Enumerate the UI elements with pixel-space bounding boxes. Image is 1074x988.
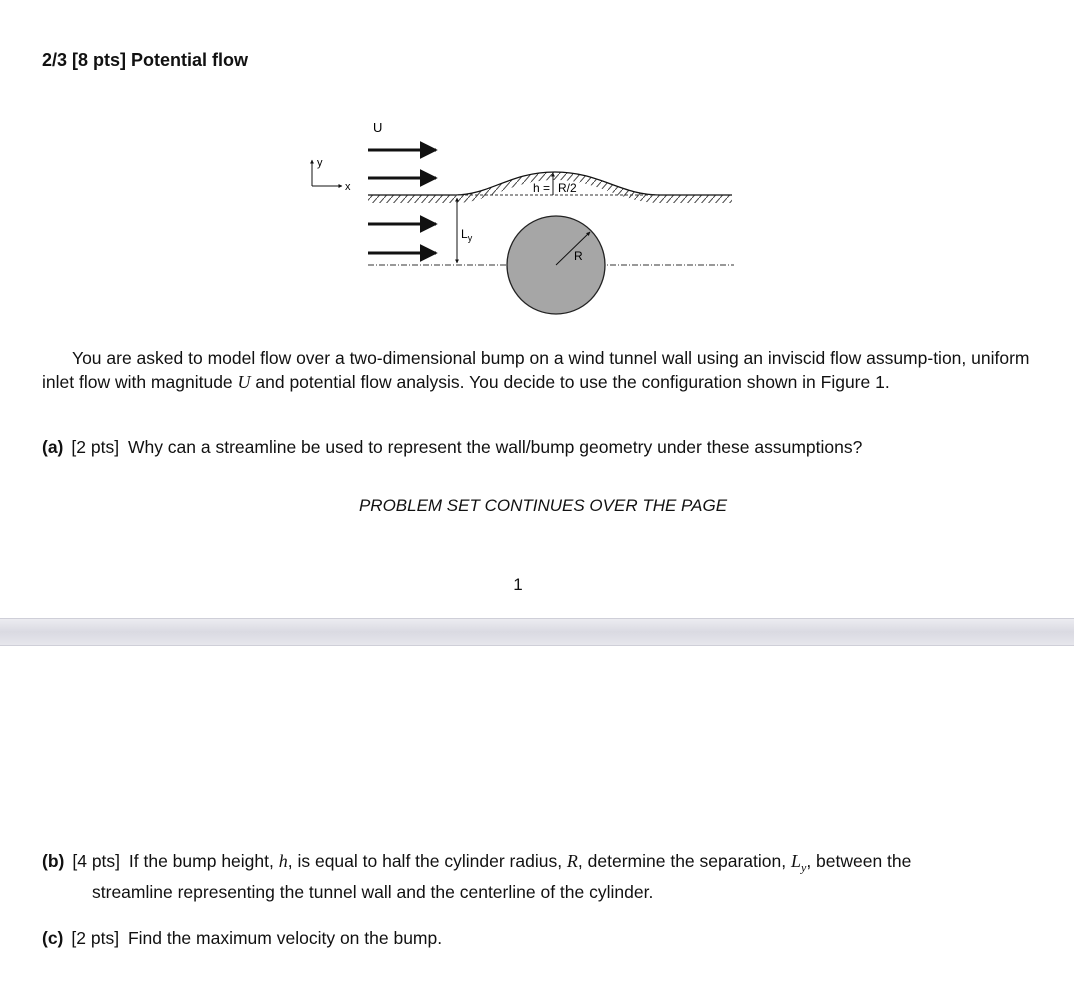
radius-label: R — [574, 249, 583, 263]
bump-height-value: R/2 — [558, 181, 577, 195]
symbol-U: U — [237, 372, 251, 392]
page-number: 1 — [513, 575, 523, 594]
page-separator — [0, 618, 1074, 646]
question-b-points: [4 pts] — [72, 851, 121, 871]
question-a-text: Why can a streamline be used to represent the wall/bump geometry under these assumptions? — [127, 437, 863, 457]
question-c-text: Find the maximum velocity on the bump. — [127, 928, 443, 948]
question-c — [42, 926, 1032, 950]
velocity-label: U — [373, 120, 383, 135]
bump-height-label: h = — [533, 181, 551, 195]
figure-1 — [300, 110, 760, 325]
symbol-R: R — [566, 851, 578, 871]
question-c-label: (c) — [42, 928, 64, 948]
symbol-h: h — [278, 851, 288, 871]
question-a-points: [2 pts] — [71, 437, 120, 457]
question-b-text-continued: streamline representing the tunnel wall and the centerline of the cylinder. — [92, 881, 654, 902]
question-a — [42, 435, 1032, 459]
ly-label: $L_y$ — [461, 227, 473, 243]
axes-icon — [312, 157, 351, 193]
symbol-Ly: $L_y$ — [790, 851, 807, 875]
question-a-label: (a) — [42, 437, 64, 457]
question-b: (b) [4 pts] If the bump height, h, is equal to half the cylinder radius, R, determine the separation, $L_y$, between the streamline representing the tunnel wall and the centerline of the cylinder. — [42, 849, 1032, 904]
problem-heading: 2/3 [8 pts] Potential flow — [42, 50, 249, 70]
question-c-points: [2 pts] — [71, 928, 120, 948]
axis-y-label: y — [317, 157, 323, 169]
continues-notice: PROBLEM SET CONTINUES OVER THE PAGE — [358, 496, 728, 515]
question-b-label: (b) — [42, 851, 65, 871]
intro-paragraph: You are asked to model flow over a two-dimensional bump on a wind tunnel wall using an inviscid flow assump-tion, uniform inlet flow with magnitude U and potential flow analysis. You decide to use the configuration shown in Figure 1. — [42, 348, 1030, 392]
axis-x-label: x — [345, 181, 351, 193]
